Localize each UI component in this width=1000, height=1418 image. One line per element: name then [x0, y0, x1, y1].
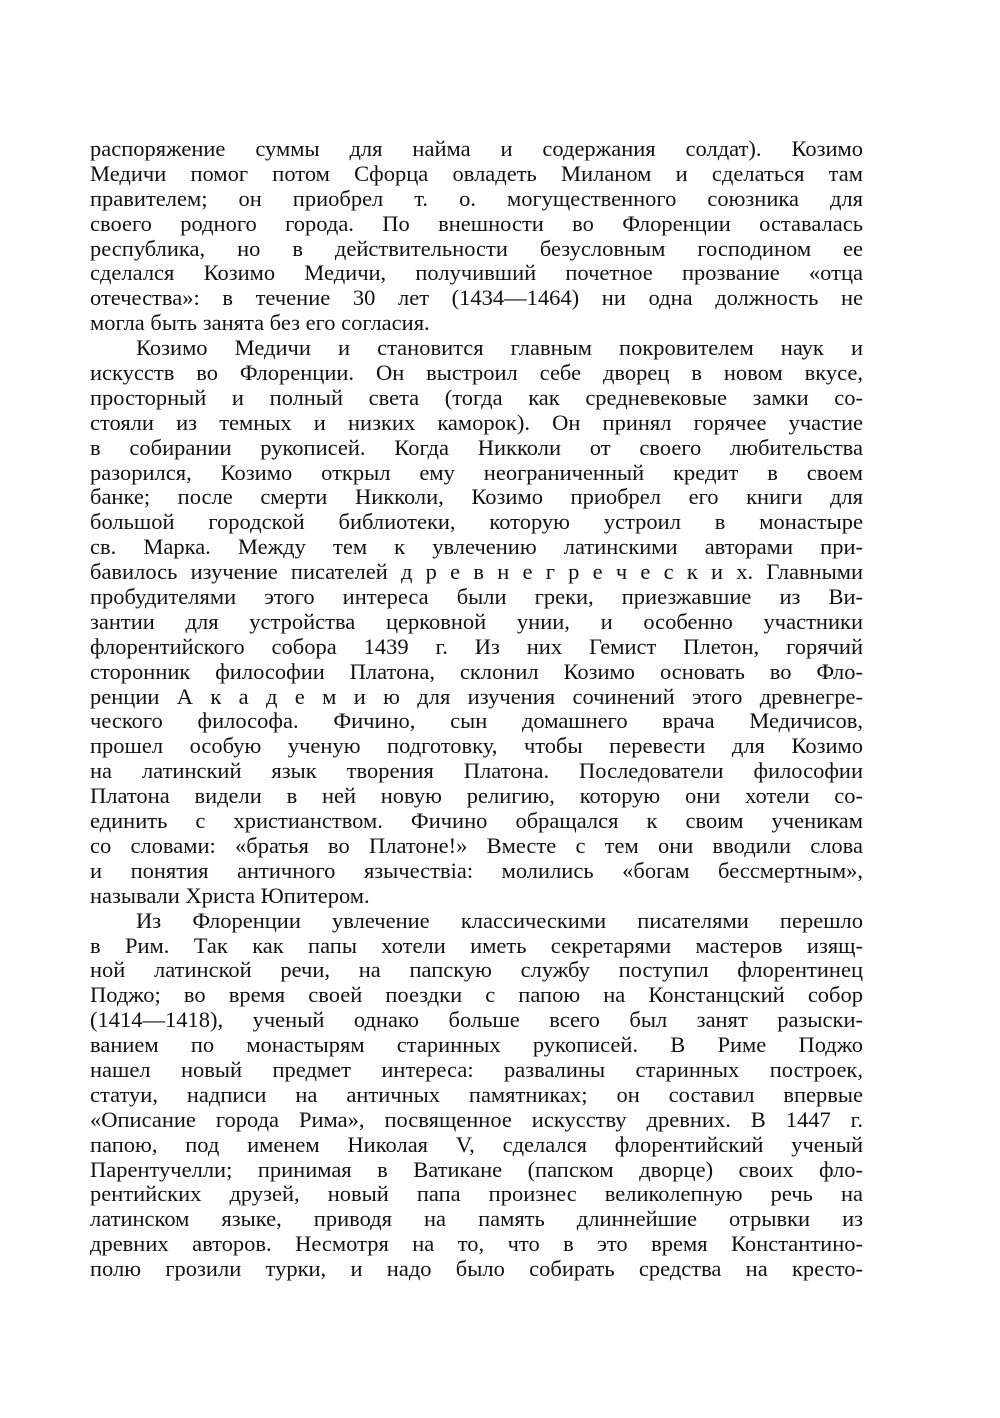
text-line: Парентучелли; принимая в Ватикане (папском дворце) своих фло-	[90, 1156, 863, 1182]
text-line: ванием по монастырям старинных рукописей. В Риме Поджо	[90, 1032, 863, 1058]
text-line: и понятия античного язычествia: молились «богам бессмертным»,	[90, 857, 863, 883]
text-line: искусств во Флоренции. Он выстроил себе дворец в новом вкусе,	[90, 360, 863, 386]
text-line: Из Флоренции увлечение классическими писателями перешло	[136, 907, 863, 933]
text-line: бавилось изучение писателей д р е в н е г р е ч е с к и х. Главными	[90, 559, 863, 585]
text-line: пробудителями этого интереса были греки, приезжавшие из Ви-	[90, 584, 863, 610]
text-line: своего родного города. По внешности во Флоренции оставалась	[90, 210, 863, 236]
text-line: могла быть занята без его согласия.	[90, 310, 430, 336]
text-line: Платона видели в ней новую религию, которую они хотели со-	[90, 783, 863, 809]
text-line: единить с христианством. Фичино обращался к своим ученикам	[90, 808, 863, 834]
paragraph	[90, 336, 863, 908]
paragraph	[90, 909, 863, 1282]
text-line: распоряжение суммы для найма и содержания солдат). Козимо	[90, 136, 863, 161]
text-line: сторонник философии Платона, склонил Козимо основать во Фло-	[90, 658, 863, 684]
text-line: Медичи помог потом Сфорца овладеть Миланом и сделаться там	[90, 160, 863, 186]
text-line: полю грозили турки, и надо было собирать средства на кресто-	[90, 1256, 863, 1282]
paragraph	[90, 137, 863, 336]
text-line: статуи, надписи на античных памятниках; он составил впервые	[90, 1081, 863, 1107]
text-line: просторный и полный света (тогда как средневековые замки со-	[90, 384, 863, 410]
text-line: на латинский язык творения Платона. Последователи философии	[90, 758, 863, 784]
text-line: сделался Козимо Медичи, получивший почетное прозвание «отца	[90, 260, 863, 286]
text-line: стояли из темных и низких каморок). Он принял горячее участие	[90, 409, 863, 435]
text-line: папою, под именем Николая V, сделался флорентийский ученый	[90, 1131, 863, 1157]
text-line: правителем; он приобрел т. о. могущественного союзника для	[90, 185, 863, 211]
text-line: называли Христа Юпитером.	[90, 882, 370, 908]
text-line: ческого философа. Фичино, сын домашнего врача Медичисов,	[90, 708, 863, 734]
body-text	[90, 137, 863, 1282]
text-line: разорился, Козимо открыл ему неограниченный кредит в своем	[90, 459, 863, 485]
text-line: ренции А к а д е м и ю для изучения сочинений этого древнегре-	[90, 683, 863, 709]
text-line: рентийских друзей, новый папа произнес великолепную речь на	[90, 1181, 863, 1207]
text-line: Козимо Медичи и становится главным покровителем наук и	[136, 335, 863, 361]
text-line: со словами: «братья во Платоне!» Вместе с тем они вводили слова	[90, 832, 863, 858]
text-line: «Описание города Рима», посвященное искусству древних. В 1447 г.	[90, 1106, 863, 1132]
text-line: латинском языке, приводя на память длиннейшие отрывки из	[90, 1206, 863, 1232]
text-line: зантии для устройства церковной унии, и особенно участники	[90, 608, 863, 634]
text-line: в собирании рукописей. Когда Никколи от своего любительства	[90, 434, 863, 460]
text-line: банке; после смерти Никколи, Козимо приобрел его книги для	[90, 484, 863, 510]
text-line: прошел особую ученую подготовку, чтобы перевести для Козимо	[90, 733, 863, 759]
text-line: большой городской библиотеки, которую устроил в монастыре	[90, 509, 863, 535]
text-line: нашел новый предмет интереса: развалины старинных построек,	[90, 1056, 863, 1082]
text-line: древних авторов. Несмотря на то, что в это время Константино-	[90, 1231, 863, 1257]
text-line: (1414—1418), ученый однако больше всего был занят разыски-	[90, 1007, 863, 1033]
text-line: ной латинской речи, на папскую службу поступил флорентинец	[90, 957, 863, 983]
text-line: флорентийского собора 1439 г. Из них Гемист Плетон, горячий	[90, 633, 863, 659]
text-line: республика, но в действительности безусловным господином ее	[90, 235, 863, 261]
text-line: отечества»: в течение 30 лет (1434—1464) ни одна должность не	[90, 285, 863, 311]
text-line: св. Марка. Между тем к увлечению латинскими авторами при-	[90, 534, 863, 560]
text-line: Поджо; во время своей поездки с папою на Констанцский собор	[90, 982, 863, 1008]
text-line: в Рим. Так как папы хотели иметь секретарями мастеров изящ-	[90, 932, 863, 958]
